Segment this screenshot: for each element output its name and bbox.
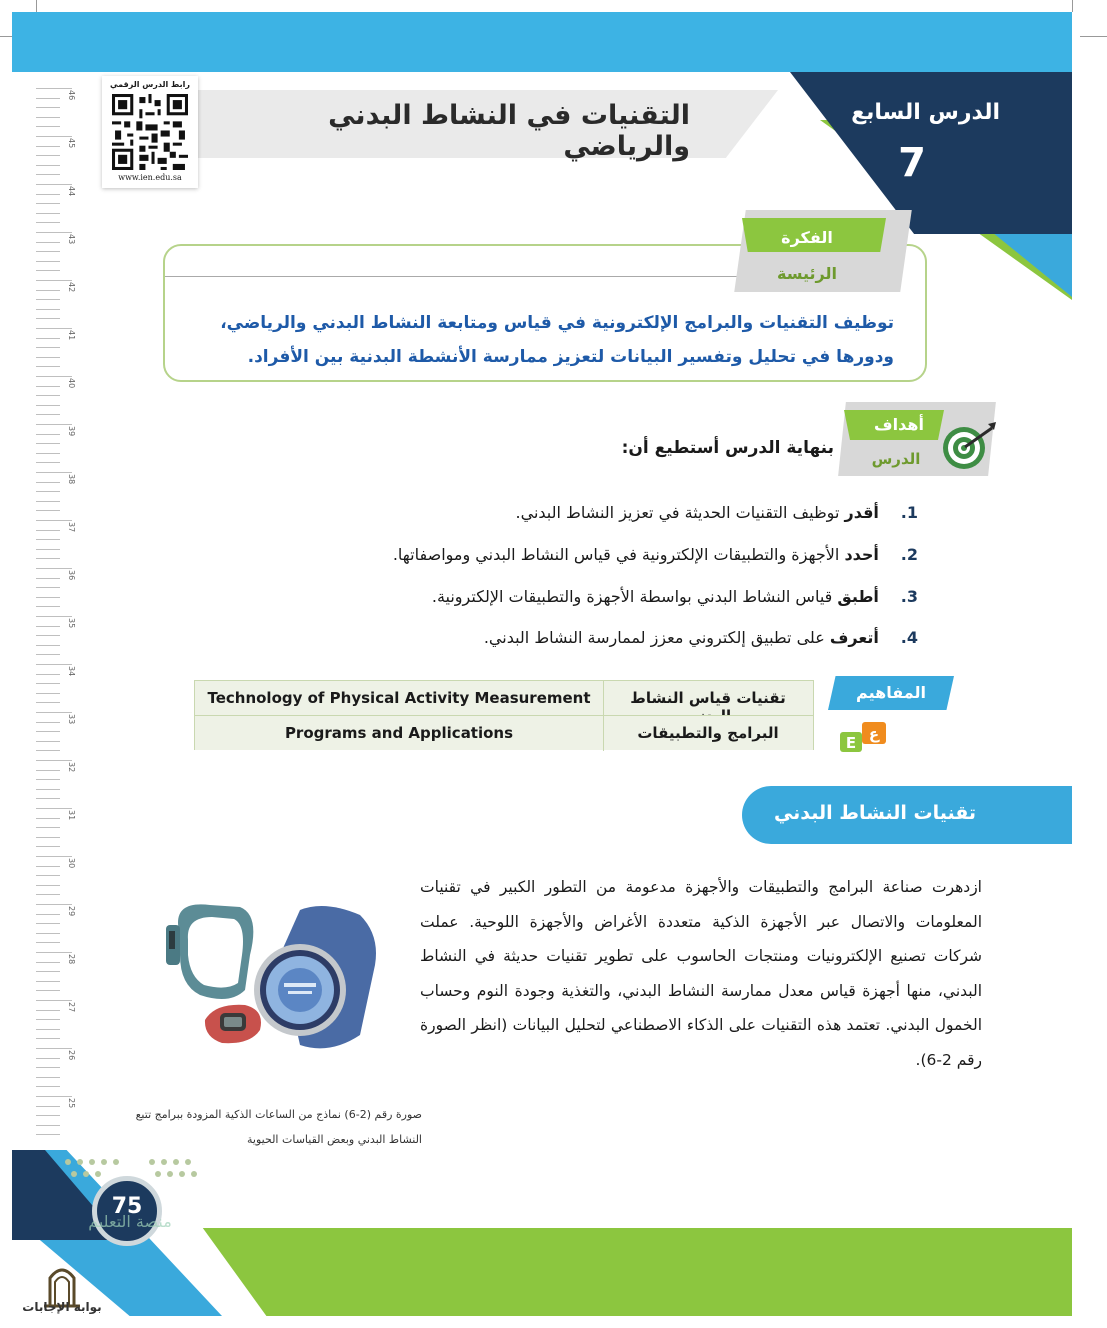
ruler-tick	[36, 270, 60, 271]
header-band	[12, 12, 1072, 72]
ruler-tick	[36, 155, 60, 156]
ruler-tick	[36, 107, 60, 108]
concept-row	[195, 716, 813, 750]
ruler-tick	[36, 482, 60, 483]
objective-item	[300, 503, 918, 522]
ruler-number: 35	[67, 618, 76, 629]
ruler-tick	[36, 328, 72, 329]
body-paragraph: ازدهرت صناعة البرامج والتطبيقات والأجهزة مدعومة من التطور الكبير في تقنيات المعلومات والاتصال عبر الأجهزة الذكية متعددة الأغراض والأجهزة اللوحية. عملت شركات تصنيع الإلكترونيات ومنتجات الحاسوب على تطوير تقنيات حديثة في النشاط البدني، منها أجهزة قياس معدل ممارسة النشاط البدني، والتغذية وجودة النوم وحساب الخمول البدني. تعتمد هذه التقنيات على الذكاء الاصطناعي لتحليل البيانات (انظر الصورة رقم 2-6).	[420, 878, 982, 1069]
ruler-tick	[36, 558, 60, 559]
concept-arabic: تقنيات قياس النشاط	[630, 689, 786, 707]
main-idea-text: توظيف التقنيات والبرامج الإلكترونية في قياس ومتابعة النشاط البدني والرياضي، ودورها في تحليل وتفسير البيانات لتعزيز ممارسة الأنشطة البدنية بين الأفراد.	[220, 313, 894, 367]
ruler-tick	[36, 309, 60, 310]
figure-caption: صورة رقم (2-6) نماذج من الساعات الذكية المزودة ببرامج تتبع النشاط البدني وبعض القياسات الحيوية	[135, 1108, 422, 1146]
objectives-label-secondary: الدرس	[871, 450, 921, 468]
ruler-tick	[36, 405, 60, 406]
ruler-tick	[36, 741, 60, 742]
crop-mark	[1080, 36, 1107, 37]
ruler-number: 28	[67, 954, 76, 965]
ruler-tick	[36, 395, 60, 396]
ruler-tick	[36, 597, 60, 598]
ruler-tick	[36, 846, 60, 847]
ruler-tick	[36, 88, 72, 89]
ruler-tick	[36, 1077, 60, 1078]
objective-item	[300, 628, 918, 647]
ruler-tick	[36, 280, 72, 281]
objective-number: 4.	[900, 628, 918, 647]
ruler-tick	[36, 645, 60, 646]
ruler-tick	[36, 510, 60, 511]
concept-arabic: البرامج والتطبيقات	[637, 724, 779, 742]
ruler-tick	[36, 251, 60, 252]
ruler-tick	[36, 222, 60, 223]
ruler-tick	[36, 779, 60, 780]
ruler-tick	[36, 126, 60, 127]
ruler-tick	[36, 914, 60, 915]
ruler-tick	[36, 213, 60, 214]
ruler-tick	[36, 971, 60, 972]
ruler-tick	[36, 683, 60, 684]
ruler-tick	[36, 520, 72, 521]
ruler-tick	[36, 933, 60, 934]
ruler-tick	[36, 194, 60, 195]
ruler-tick	[36, 904, 72, 905]
ruler-tick	[36, 606, 60, 607]
ruler-tick	[36, 1010, 60, 1011]
ruler-tick	[36, 722, 60, 723]
ruler-tick	[36, 549, 60, 550]
ruler-tick	[36, 875, 60, 876]
ruler-number: 43	[67, 234, 76, 245]
ruler-tick	[36, 1134, 60, 1135]
main-idea-label: الفكرة	[781, 228, 833, 247]
objective-verb: أقدر	[844, 503, 879, 522]
ruler-tick	[36, 1058, 60, 1059]
ruler-tick	[36, 376, 72, 377]
ruler-tick	[36, 578, 60, 579]
ruler-tick	[36, 347, 60, 348]
ruler-tick	[36, 366, 60, 367]
ruler-tick	[36, 1029, 60, 1030]
ruler-tick	[36, 1067, 60, 1068]
objectives-intro: بنهاية الدرس أستطيع أن:	[621, 438, 834, 458]
ruler-tick	[36, 856, 72, 857]
ruler-tick	[36, 203, 60, 204]
page-title: التقنيات في النشاط البدني والرياضي	[328, 100, 690, 162]
ruler-tick	[36, 414, 60, 415]
ruler-tick	[36, 1038, 60, 1039]
ruler-number: 46	[67, 90, 76, 101]
ruler-tick	[36, 894, 60, 895]
ruler-tick	[36, 923, 60, 924]
ruler-number: 37	[67, 522, 76, 533]
ruler-tick	[36, 837, 60, 838]
language-icon-letter-en: E	[845, 734, 857, 752]
ruler-tick	[36, 1096, 72, 1097]
ruler-tick	[36, 635, 60, 636]
side-ruler	[36, 88, 96, 1148]
ruler-tick	[36, 885, 60, 886]
ruler-tick	[36, 491, 60, 492]
ruler-tick	[36, 424, 72, 425]
objective-text: على تطبيق إلكتروني معزز لممارسة النشاط البدني.	[483, 628, 830, 647]
objective-item	[300, 545, 918, 564]
ruler-number: 41	[67, 330, 76, 341]
ruler-number: 45	[67, 138, 76, 149]
ruler-tick	[36, 1115, 60, 1116]
ruler-tick	[36, 827, 60, 828]
page-number: 75	[111, 1194, 143, 1219]
objective-verb: أتعرف	[829, 628, 879, 647]
concepts-label: المفاهيم	[856, 683, 926, 702]
objective-number: 1.	[900, 503, 918, 522]
ruler-tick	[36, 702, 60, 703]
ruler-tick	[36, 962, 60, 963]
ruler-tick	[36, 501, 60, 502]
ruler-tick	[36, 174, 60, 175]
objectives-label: أهداف	[874, 415, 924, 434]
ruler-tick	[36, 117, 60, 118]
lesson-label: الدرس السابع	[851, 100, 1000, 125]
ruler-tick	[36, 434, 60, 435]
ruler-number: 44	[67, 186, 76, 197]
main-idea-divider	[165, 276, 765, 277]
qr-card[interactable]	[102, 76, 198, 188]
ruler-tick	[36, 136, 72, 137]
ruler-tick	[36, 952, 72, 953]
ruler-tick	[36, 386, 60, 387]
ruler-tick	[36, 530, 60, 531]
ruler-tick	[36, 568, 72, 569]
ruler-tick	[36, 318, 60, 319]
target-icon	[938, 420, 996, 472]
ruler-tick	[36, 1000, 72, 1001]
ruler-tick	[36, 472, 72, 473]
ruler-tick	[36, 232, 72, 233]
ruler-tick	[36, 453, 60, 454]
objective-number: 3.	[900, 587, 918, 606]
ruler-tick	[36, 654, 60, 655]
objective-number: 2.	[900, 545, 918, 564]
ruler-tick	[36, 990, 60, 991]
ruler-tick	[36, 290, 60, 291]
ruler-tick	[36, 731, 60, 732]
qr-caption: رابط الدرس الرقمي	[110, 80, 190, 89]
ruler-tick	[36, 798, 60, 799]
lesson-number: 7	[898, 140, 926, 186]
ruler-number: 26	[67, 1050, 76, 1061]
ruler-number: 27	[67, 1002, 76, 1013]
ruler-tick	[36, 760, 72, 761]
concept-english: Programs and Applications	[284, 724, 514, 742]
smartwatch-image	[160, 895, 400, 1060]
objective-item	[300, 587, 918, 606]
concept-row	[195, 681, 813, 715]
ruler-tick	[36, 1048, 72, 1049]
ruler-number: 32	[67, 762, 76, 773]
ruler-tick	[36, 750, 60, 751]
objective-text: الأجهزة والتطبيقات الإلكترونية في قياس النشاط البدني ومواصفاتها.	[392, 545, 845, 564]
ruler-tick	[36, 674, 60, 675]
ruler-number: 39	[67, 426, 76, 437]
qr-code-icon[interactable]	[112, 94, 188, 170]
ruler-tick	[36, 443, 60, 444]
ruler-tick	[36, 357, 60, 358]
table-divider	[195, 715, 813, 716]
language-icon	[838, 720, 890, 754]
ruler-tick	[36, 462, 60, 463]
ruler-tick	[36, 338, 60, 339]
ruler-tick	[36, 299, 60, 300]
ruler-number: 33	[67, 714, 76, 725]
language-icon-letter-ar: ع	[868, 725, 880, 743]
ruler-number: 34	[67, 666, 76, 677]
ruler-tick	[36, 770, 60, 771]
ruler-tick	[36, 942, 60, 943]
ruler-number: 31	[67, 810, 76, 821]
ruler-tick	[36, 146, 60, 147]
main-idea-label-secondary: الرئيسة	[777, 264, 837, 283]
ruler-tick	[36, 866, 60, 867]
ruler-tick	[36, 1106, 60, 1107]
ruler-number: 25	[67, 1098, 76, 1109]
ruler-tick	[36, 693, 60, 694]
concept-english: Technology of Physical Activity Measurement	[207, 689, 591, 707]
ruler-tick	[36, 981, 60, 982]
ruler-tick	[36, 1125, 60, 1126]
ruler-tick	[36, 539, 60, 540]
ruler-tick	[36, 616, 72, 617]
ruler-number: 29	[67, 906, 76, 917]
ruler-tick	[36, 1086, 60, 1087]
ruler-number: 42	[67, 282, 76, 293]
ruler-tick	[36, 789, 60, 790]
gate-logo-text: بوابة الإجابات	[22, 1300, 102, 1314]
objective-text: قياس النشاط البدني بواسطة الأجهزة والتطبيقات الإلكترونية.	[431, 587, 838, 606]
ruler-tick	[36, 184, 72, 185]
ruler-tick	[36, 1019, 60, 1020]
ruler-number: 30	[67, 858, 76, 869]
table-divider	[603, 681, 604, 751]
ruler-number: 40	[67, 378, 76, 389]
ruler-tick	[36, 261, 60, 262]
ruler-number: 36	[67, 570, 76, 581]
ruler-tick	[36, 165, 60, 166]
concepts-table	[194, 680, 814, 750]
ruler-tick	[36, 626, 60, 627]
ruler-tick	[36, 664, 72, 665]
ruler-number: 38	[67, 474, 76, 485]
platform-logo-text: منصة التعليم	[88, 1212, 172, 1231]
objective-verb: أطبق	[837, 587, 879, 606]
ruler-tick	[36, 587, 60, 588]
qr-url[interactable]: www.ien.edu.sa	[118, 173, 182, 182]
crop-mark	[1072, 0, 1073, 12]
ruler-tick	[36, 808, 72, 809]
ruler-tick	[36, 242, 60, 243]
objective-verb: أحدد	[844, 545, 879, 564]
section-title: تقنيات النشاط البدني	[773, 802, 977, 824]
ruler-tick	[36, 818, 60, 819]
ruler-tick	[36, 712, 72, 713]
objective-text: توظيف التقنيات الحديثة في تعزيز النشاط البدني.	[515, 503, 845, 522]
crop-mark	[36, 0, 37, 12]
ruler-tick	[36, 98, 60, 99]
